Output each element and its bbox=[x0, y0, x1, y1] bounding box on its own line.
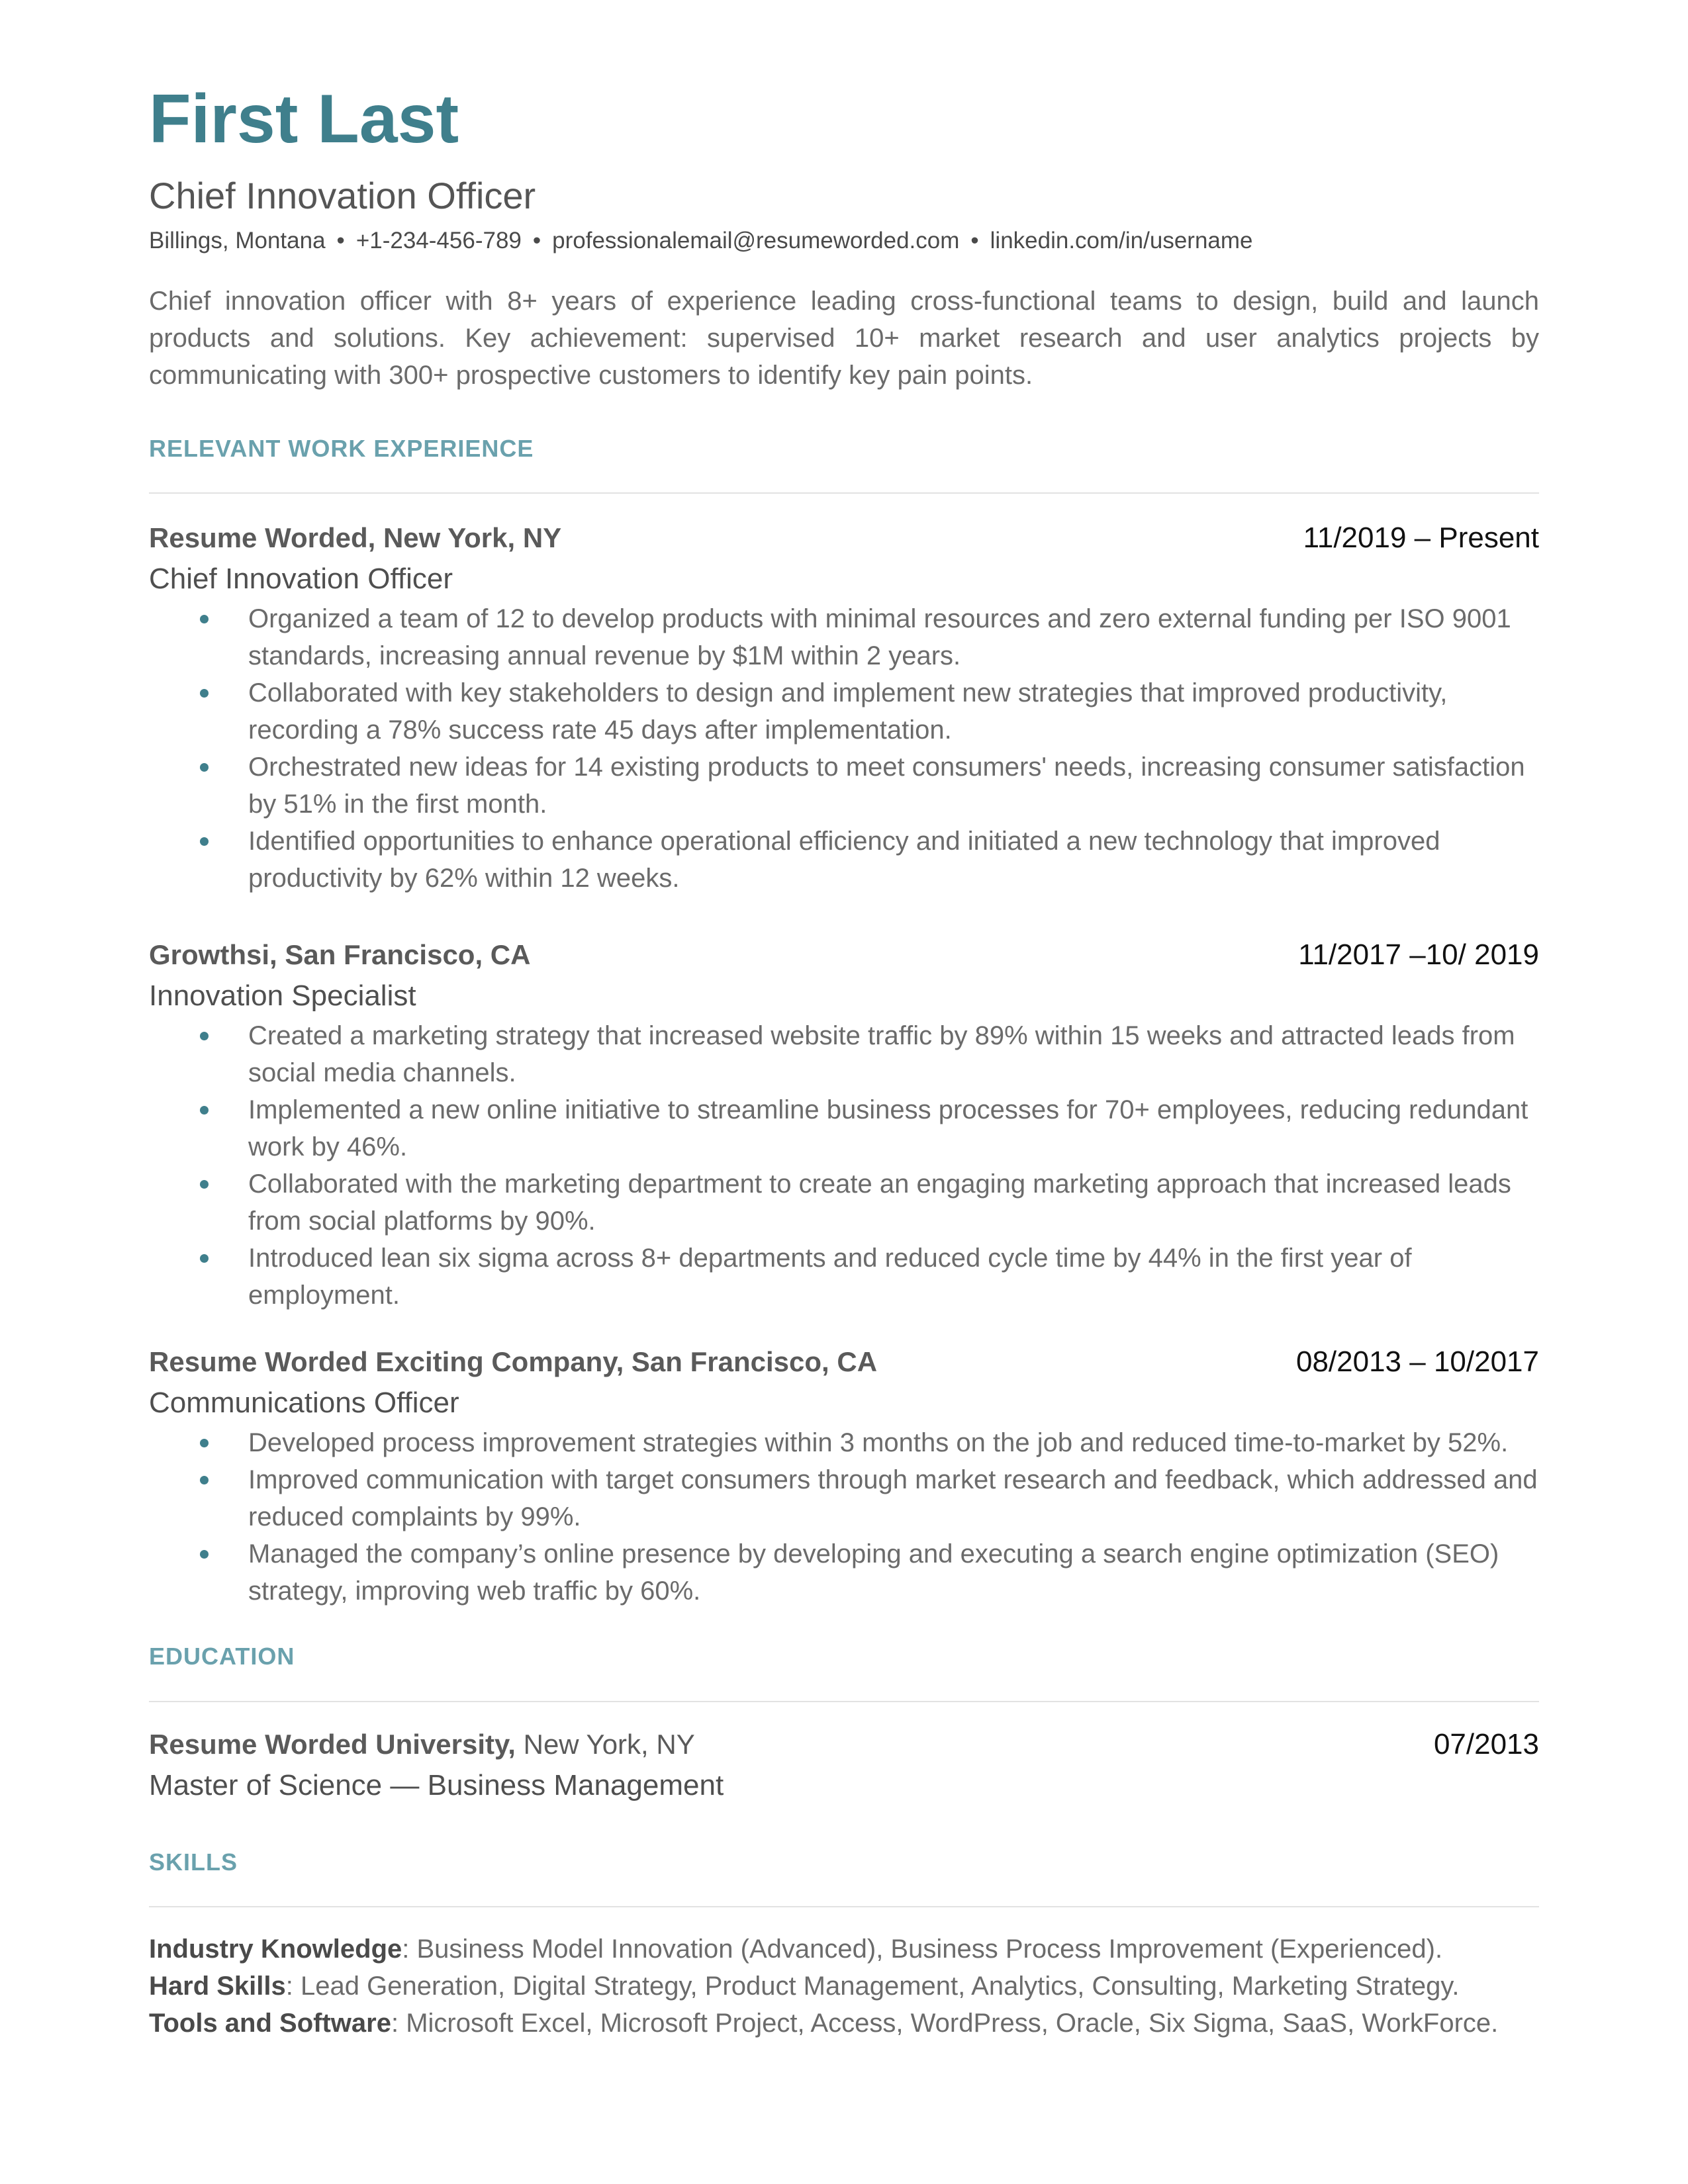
contact-separator: • bbox=[970, 228, 979, 253]
bullet-text: Identified opportunities to enhance operational efficiency and initiated a new technology that improved productivity by 62% within 12 weeks. bbox=[248, 827, 1440, 893]
bullet-text: Created a marketing strategy that increased website traffic by 89% within 15 weeks and attracted leads from social media channels. bbox=[248, 1021, 1515, 1087]
skill-row bbox=[149, 1968, 1539, 2005]
bullet-icon bbox=[200, 615, 209, 623]
job-dates: 08/2013 – 10/2017 bbox=[1295, 1345, 1539, 1378]
bullet-text: Implemented a new online initiative to streamline business processes for 70+ employees, reducing redundant work by 46%. bbox=[248, 1095, 1528, 1161]
bullet-icon bbox=[200, 1106, 209, 1115]
education-school bbox=[149, 1725, 695, 1764]
education-degree: Master of Science — Business Management bbox=[149, 1769, 724, 1801]
bullet-icon bbox=[200, 1550, 209, 1559]
skill-row bbox=[149, 1931, 1539, 1968]
contact-linkedin[interactable]: linkedin.com/in/username bbox=[990, 228, 1253, 253]
education-header bbox=[149, 1725, 1539, 1764]
job-dates: 11/2017 –10/ 2019 bbox=[1298, 938, 1539, 971]
skill-value: : Microsoft Excel, Microsoft Project, Access, WordPress, Oracle, Six Sigma, SaaS, WorkForce. bbox=[391, 2009, 1499, 2038]
contact-separator: • bbox=[336, 228, 345, 253]
skill-row bbox=[149, 2005, 1539, 2042]
education-entry bbox=[149, 1725, 1539, 1807]
list-item bbox=[149, 1535, 1539, 1610]
school-name: Resume Worded University, bbox=[149, 1729, 516, 1760]
bullet-icon bbox=[200, 1180, 209, 1189]
contact-separator: • bbox=[532, 228, 541, 253]
bullet-text: Developed process improvement strategies within 3 months on the job and reduced time-to-market by 52%. bbox=[248, 1428, 1509, 1457]
list-item bbox=[149, 823, 1539, 897]
job-header bbox=[149, 518, 1539, 558]
skill-value: : Lead Generation, Digital Strategy, Product Management, Analytics, Consulting, Marketing Strategy. bbox=[285, 1972, 1460, 2001]
job-role: Innovation Specialist bbox=[149, 979, 416, 1012]
bullet-icon bbox=[200, 1476, 209, 1484]
job-company: Growthsi, San Francisco, CA bbox=[149, 939, 531, 970]
job-role: Chief Innovation Officer bbox=[149, 563, 453, 595]
list-item bbox=[149, 600, 1539, 674]
job-dates: 11/2019 – Present bbox=[1303, 522, 1539, 554]
section-divider bbox=[149, 492, 1539, 494]
list-item bbox=[149, 1424, 1539, 1461]
contact-phone: +1-234-456-789 bbox=[355, 228, 522, 253]
job-bullets bbox=[149, 1424, 1539, 1610]
bullet-icon bbox=[200, 763, 209, 772]
skill-label: Industry Knowledge bbox=[149, 1934, 402, 1964]
job-company: Resume Worded, New York, NY bbox=[149, 522, 562, 553]
bullet-text: Collaborated with key stakeholders to design and implement new strategies that improved productivity, recording a 78% success rate 45 days after implementation. bbox=[248, 678, 1448, 745]
job-bullets bbox=[149, 600, 1539, 897]
list-item bbox=[149, 749, 1539, 823]
skills-list bbox=[149, 1931, 1539, 2042]
bullet-text: Orchestrated new ideas for 14 existing products to meet consumers' needs, increasing consumer satisfaction by 51% in the first month. bbox=[248, 752, 1525, 819]
bullet-icon bbox=[200, 1032, 209, 1040]
bullet-text: Organized a team of 12 to develop products with minimal resources and zero external funding per ISO 9001 standards, increasing annual revenue by $1M within 2 years. bbox=[248, 604, 1511, 670]
job-entry bbox=[149, 1342, 1539, 1610]
job-company: Resume Worded Exciting Company, San Francisco, CA bbox=[149, 1346, 878, 1377]
experience-heading: RELEVANT WORK EXPERIENCE bbox=[149, 435, 534, 462]
list-item bbox=[149, 1017, 1539, 1091]
education-heading: EDUCATION bbox=[149, 1643, 295, 1670]
list-item bbox=[149, 1240, 1539, 1314]
contact-line bbox=[149, 227, 1253, 255]
list-item bbox=[149, 1091, 1539, 1165]
bullet-text: Collaborated with the marketing department to create an engaging marketing approach that increased leads from social platforms by 90%. bbox=[248, 1169, 1511, 1236]
school-location: New York, NY bbox=[523, 1729, 695, 1760]
job-entry bbox=[149, 935, 1539, 1314]
bullet-icon bbox=[200, 689, 209, 698]
bullet-text: Improved communication with target consumers through market research and feedback, which addressed and reduced complaints by 99%. bbox=[248, 1465, 1538, 1531]
section-divider bbox=[149, 1906, 1539, 1907]
contact-location: Billings, Montana bbox=[149, 228, 326, 253]
summary-paragraph: Chief innovation officer with 8+ years of experience leading cross-functional teams to design, build and launch products and solutions. Key achievement: supervised 10+ market research and user analytics projects by communicating with 300+ prospective customers to identify key pain points. bbox=[149, 287, 1539, 390]
candidate-name: First Last bbox=[149, 81, 459, 158]
list-item bbox=[149, 1461, 1539, 1535]
candidate-title: Chief Innovation Officer bbox=[149, 175, 536, 216]
education-date: 07/2013 bbox=[1433, 1728, 1539, 1760]
skill-value: : Business Model Innovation (Advanced), Business Process Improvement (Experienced). bbox=[402, 1934, 1443, 1964]
list-item bbox=[149, 674, 1539, 749]
contact-email[interactable]: professionalemail@resumeworded.com bbox=[552, 228, 960, 253]
section-divider bbox=[149, 1701, 1539, 1702]
skill-label: Hard Skills bbox=[149, 1972, 286, 2001]
job-bullets bbox=[149, 1017, 1539, 1314]
job-header bbox=[149, 1342, 1539, 1382]
bullet-icon bbox=[200, 837, 209, 846]
skill-label: Tools and Software bbox=[149, 2009, 391, 2038]
job-header bbox=[149, 935, 1539, 975]
bullet-text: Managed the company’s online presence by developing and executing a search engine optimization (SEO) strategy, improving web traffic by 60%. bbox=[248, 1539, 1499, 1606]
bullet-icon bbox=[200, 1439, 209, 1447]
job-entry bbox=[149, 518, 1539, 897]
bullet-icon bbox=[200, 1254, 209, 1263]
bullet-text: Introduced lean six sigma across 8+ departments and reduced cycle time by 44% in the first year of employment. bbox=[248, 1244, 1412, 1310]
job-role: Communications Officer bbox=[149, 1387, 459, 1419]
list-item bbox=[149, 1165, 1539, 1240]
skills-heading: SKILLS bbox=[149, 1848, 238, 1876]
